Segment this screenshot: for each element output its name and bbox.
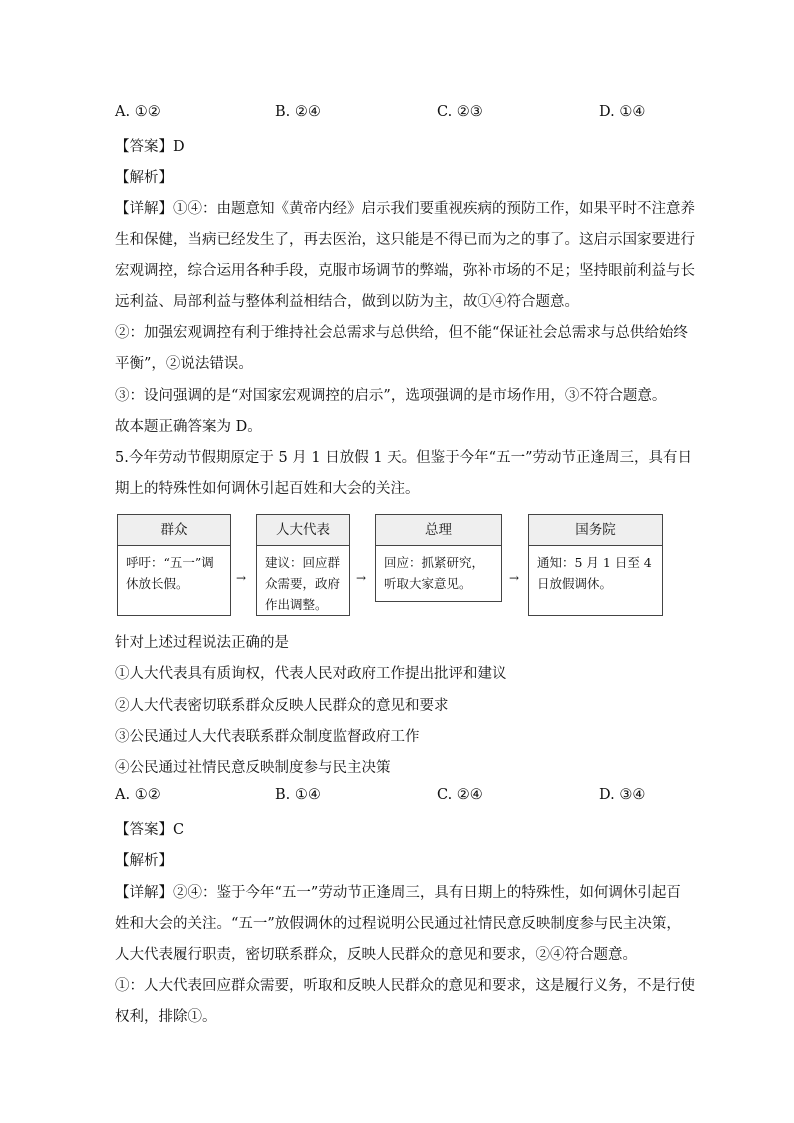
- q4-answer: 【答案】D: [115, 139, 185, 155]
- q4-detail-line: 宏观调控，综合运用各种手段，克服市场调节的弊端，弥补市场的不足；坚持眼前利益与长: [115, 263, 695, 279]
- flow-box-premier: [375, 514, 502, 602]
- flow-box-public: [117, 514, 231, 616]
- q5-statement: ④公民通过社情民意反映制度参与民主决策: [115, 760, 391, 776]
- flow-arrow-icon: →: [509, 571, 520, 585]
- flow-box-title: 群众: [118, 515, 230, 546]
- q5-stem-line: 5.今年劳动节假期原定于 5 月 1 日放假 1 天。但鉴于今年“五一”劳动节正逢周三，具有日: [115, 450, 692, 466]
- flow-box-title: 总理: [376, 515, 501, 546]
- q5-statement: ③公民通过人大代表联系群众制度监督政府工作: [115, 729, 420, 745]
- q5-answer: 【答案】C: [115, 822, 185, 838]
- q5-statement: ①人大代表具有质询权，代表人民对政府工作提出批评和建议: [115, 666, 507, 682]
- q4-detail-line: ②：加强宏观调控有利于维持社会总需求与总供给，但不能“保证社会总需求与总供给始终: [115, 325, 688, 341]
- flow-arrow-icon: →: [356, 571, 367, 585]
- q4-detail-line: 【详解】①④：由题意知《黄帝内经》启示我们要重视疾病的预防工作，如果平时不注意养: [115, 201, 695, 217]
- q5-option-b: B. ①④: [275, 787, 321, 803]
- q5-option-c: C. ②④: [437, 787, 483, 803]
- q4-option-a: A. ①②: [115, 104, 161, 120]
- q5-detail-line: 【详解】②④：鉴于今年“五一”劳动节正逢周三，具有日期上的特殊性，如何调休引起百: [115, 885, 681, 901]
- flow-box-npc-deputy: [256, 514, 350, 616]
- flow-box-title: 人大代表: [257, 515, 349, 546]
- flow-arrow-icon: →: [236, 571, 247, 585]
- q4-detail-line: 平衡”，②说法错误。: [115, 356, 253, 372]
- q4-analysis-title: 【解析】: [115, 170, 173, 186]
- flow-box-body: 回应：抓紧研究，听取大家意见。: [384, 555, 485, 591]
- q5-detail-line: 人大代表履行职责，密切联系群众，反映人民群众的意见和要求，②④符合题意。: [115, 947, 637, 963]
- q4-detail-line: 故本题正确答案为 D。: [115, 419, 262, 435]
- q4-detail-line: ③：设问强调的是“对国家宏观调控的启示”，选项强调的是市场作用，③不符合题意。: [115, 388, 667, 404]
- q5-detail-line: ①：人大代表回应群众需要，听取和反映人民群众的意见和要求，这是履行义务，不是行使: [115, 978, 695, 994]
- flow-box-state-council: [528, 514, 663, 616]
- flow-box-body: 建议：回应群众需要，政府作出调整。: [265, 555, 341, 612]
- q4-detail-line: 生和保健，当病已经发生了，再去医治，这只能是不得已而为之的事了。这启示国家要进行: [115, 232, 695, 248]
- flow-box-body: 呼吁：“五一”调休放长假。: [126, 555, 214, 591]
- q5-question: 针对上述过程说法正确的是: [115, 635, 289, 651]
- flow-box-body: 通知：5 月 1 日至 4 日放假调休。: [537, 555, 652, 591]
- q5-statement: ②人大代表密切联系群众反映人民群众的意见和要求: [115, 698, 449, 714]
- q4-option-b: B. ②④: [275, 104, 321, 120]
- q5-stem-line: 期上的特殊性如何调休引起百姓和大会的关注。: [115, 481, 420, 497]
- q4-detail-line: 远利益、局部利益与整体利益相结合，做到以防为主，故①④符合题意。: [115, 294, 579, 310]
- flow-box-title: 国务院: [529, 515, 662, 546]
- q5-detail-line: 权利，排除①。: [115, 1009, 217, 1025]
- q4-option-c: C. ②③: [437, 104, 483, 120]
- q5-detail-line: 姓和大会的关注。“五一”放假调休的过程说明公民通过社情民意反映制度参与民主决策，: [115, 916, 681, 932]
- q4-option-d: D. ①④: [599, 104, 646, 120]
- q5-option-d: D. ③④: [599, 787, 646, 803]
- q5-analysis-title: 【解析】: [115, 853, 173, 869]
- q5-option-a: A. ①②: [115, 787, 161, 803]
